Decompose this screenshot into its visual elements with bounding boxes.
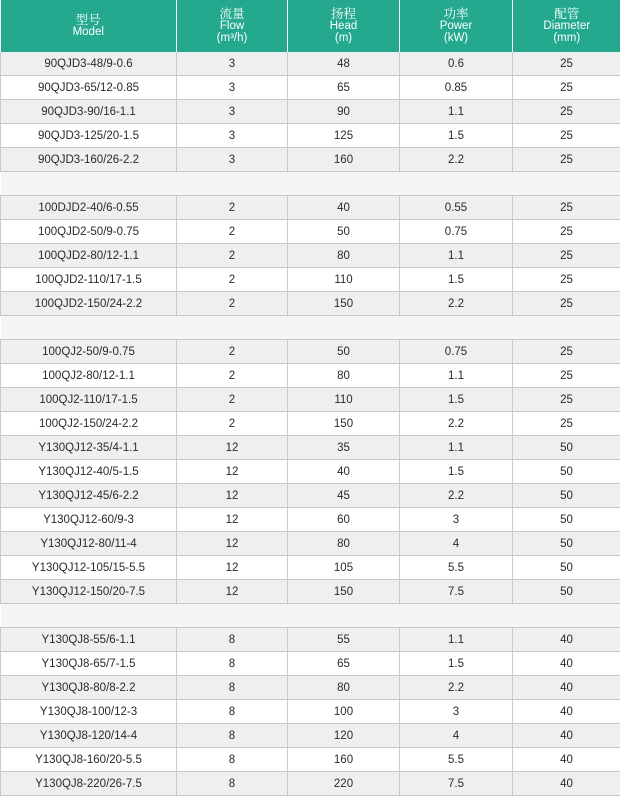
head-header-cn: 扬程 bbox=[288, 8, 399, 20]
flow-cell: 8 bbox=[177, 700, 288, 724]
table-row bbox=[1, 700, 620, 724]
flow-cell: 3 bbox=[177, 100, 288, 124]
flow-cell: 8 bbox=[177, 724, 288, 748]
head-cell: 50 bbox=[288, 220, 400, 244]
diameter-cell: 25 bbox=[513, 220, 620, 244]
diameter-cell: 40 bbox=[513, 676, 620, 700]
flow-cell: 12 bbox=[177, 556, 288, 580]
diameter-cell: 25 bbox=[513, 196, 620, 220]
head-cell: 125 bbox=[288, 124, 400, 148]
head-header-unit: (m) bbox=[288, 32, 399, 44]
table-row bbox=[1, 412, 620, 436]
flow-cell: 2 bbox=[177, 364, 288, 388]
model-cell: 100QJD2-80/12-1.1 bbox=[1, 244, 177, 268]
model-column-header bbox=[1, 0, 177, 52]
flow-cell: 12 bbox=[177, 508, 288, 532]
head-cell: 120 bbox=[288, 724, 400, 748]
head-cell: 55 bbox=[288, 628, 400, 652]
power-cell: 5.5 bbox=[400, 748, 513, 772]
flow-cell: 12 bbox=[177, 532, 288, 556]
power-cell: 7.5 bbox=[400, 772, 513, 796]
table-row bbox=[1, 676, 620, 700]
power-cell: 2.2 bbox=[400, 484, 513, 508]
diameter-cell: 25 bbox=[513, 52, 620, 76]
table-row bbox=[1, 244, 620, 268]
head-cell: 90 bbox=[288, 100, 400, 124]
head-cell: 40 bbox=[288, 460, 400, 484]
power-cell: 1.5 bbox=[400, 652, 513, 676]
power-cell: 1.1 bbox=[400, 436, 513, 460]
diameter-cell: 50 bbox=[513, 460, 620, 484]
diameter-cell: 25 bbox=[513, 100, 620, 124]
head-cell: 65 bbox=[288, 652, 400, 676]
head-cell: 40 bbox=[288, 196, 400, 220]
diameter-column-header bbox=[513, 0, 620, 52]
model-cell: Y130QJ8-120/14-4 bbox=[1, 724, 177, 748]
power-header-en: Power bbox=[400, 20, 512, 32]
power-cell: 3 bbox=[400, 508, 513, 532]
model-cell: 100QJ2-110/17-1.5 bbox=[1, 388, 177, 412]
head-cell: 35 bbox=[288, 436, 400, 460]
power-cell: 2.2 bbox=[400, 148, 513, 172]
power-cell: 1.1 bbox=[400, 244, 513, 268]
diameter-cell: 50 bbox=[513, 508, 620, 532]
diameter-cell: 50 bbox=[513, 532, 620, 556]
diameter-cell: 25 bbox=[513, 340, 620, 364]
diameter-cell: 50 bbox=[513, 556, 620, 580]
model-cell: 90QJD3-125/20-1.5 bbox=[1, 124, 177, 148]
table-row bbox=[1, 100, 620, 124]
power-cell: 2.2 bbox=[400, 676, 513, 700]
power-cell: 0.75 bbox=[400, 220, 513, 244]
table-row bbox=[1, 196, 620, 220]
power-cell: 3 bbox=[400, 700, 513, 724]
diameter-cell: 40 bbox=[513, 772, 620, 796]
head-cell: 110 bbox=[288, 388, 400, 412]
diameter-cell: 50 bbox=[513, 580, 620, 604]
diameter-cell: 25 bbox=[513, 268, 620, 292]
flow-cell: 8 bbox=[177, 628, 288, 652]
head-cell: 65 bbox=[288, 76, 400, 100]
power-cell: 4 bbox=[400, 724, 513, 748]
table-row bbox=[1, 772, 620, 796]
head-cell: 150 bbox=[288, 412, 400, 436]
model-cell: Y130QJ8-80/8-2.2 bbox=[1, 676, 177, 700]
flow-cell: 12 bbox=[177, 460, 288, 484]
flow-cell: 2 bbox=[177, 196, 288, 220]
diameter-header-cn: 配管 bbox=[513, 8, 620, 20]
flow-header-unit: (m³/h) bbox=[177, 32, 287, 44]
power-cell: 0.85 bbox=[400, 76, 513, 100]
head-cell: 48 bbox=[288, 52, 400, 76]
table-header-row bbox=[1, 0, 620, 52]
model-cell: Y130QJ8-160/20-5.5 bbox=[1, 748, 177, 772]
model-cell: 90QJD3-90/16-1.1 bbox=[1, 100, 177, 124]
head-cell: 160 bbox=[288, 148, 400, 172]
flow-cell: 3 bbox=[177, 76, 288, 100]
power-cell: 0.75 bbox=[400, 340, 513, 364]
flow-cell: 3 bbox=[177, 124, 288, 148]
head-cell: 80 bbox=[288, 532, 400, 556]
head-cell: 160 bbox=[288, 748, 400, 772]
diameter-cell: 40 bbox=[513, 628, 620, 652]
flow-cell: 2 bbox=[177, 340, 288, 364]
head-cell: 50 bbox=[288, 340, 400, 364]
diameter-cell: 50 bbox=[513, 484, 620, 508]
diameter-cell: 25 bbox=[513, 412, 620, 436]
model-cell: 100QJ2-150/24-2.2 bbox=[1, 412, 177, 436]
table-row bbox=[1, 76, 620, 100]
model-cell: Y130QJ8-100/12-3 bbox=[1, 700, 177, 724]
model-cell: Y130QJ8-65/7-1.5 bbox=[1, 652, 177, 676]
flow-cell: 8 bbox=[177, 748, 288, 772]
table-row bbox=[1, 436, 620, 460]
power-cell: 1.5 bbox=[400, 460, 513, 484]
power-cell: 7.5 bbox=[400, 580, 513, 604]
power-cell: 1.1 bbox=[400, 100, 513, 124]
diameter-cell: 40 bbox=[513, 748, 620, 772]
diameter-cell: 25 bbox=[513, 76, 620, 100]
diameter-header-en: Diameter bbox=[513, 20, 620, 32]
table-row bbox=[1, 460, 620, 484]
table-row bbox=[1, 340, 620, 364]
model-cell: 100QJD2-110/17-1.5 bbox=[1, 268, 177, 292]
flow-cell: 2 bbox=[177, 244, 288, 268]
head-cell: 60 bbox=[288, 508, 400, 532]
table-row bbox=[1, 724, 620, 748]
head-cell: 80 bbox=[288, 676, 400, 700]
head-cell: 100 bbox=[288, 700, 400, 724]
flow-cell: 8 bbox=[177, 772, 288, 796]
diameter-cell: 25 bbox=[513, 388, 620, 412]
table-row bbox=[1, 556, 620, 580]
diameter-cell: 25 bbox=[513, 148, 620, 172]
table-row bbox=[1, 388, 620, 412]
flow-cell: 2 bbox=[177, 268, 288, 292]
model-cell: Y130QJ12-80/11-4 bbox=[1, 532, 177, 556]
table-row bbox=[1, 532, 620, 556]
table-row bbox=[1, 292, 620, 316]
power-header-cn: 功率 bbox=[400, 8, 512, 20]
flow-cell: 12 bbox=[177, 580, 288, 604]
flow-cell: 2 bbox=[177, 292, 288, 316]
flow-cell: 12 bbox=[177, 436, 288, 460]
power-cell: 1.1 bbox=[400, 628, 513, 652]
power-cell: 1.1 bbox=[400, 364, 513, 388]
head-cell: 105 bbox=[288, 556, 400, 580]
diameter-cell: 25 bbox=[513, 124, 620, 148]
head-column-header bbox=[288, 0, 400, 52]
flow-cell: 2 bbox=[177, 220, 288, 244]
table-row bbox=[1, 124, 620, 148]
head-cell: 45 bbox=[288, 484, 400, 508]
power-cell: 2.2 bbox=[400, 292, 513, 316]
head-cell: 150 bbox=[288, 580, 400, 604]
model-cell: 100QJD2-150/24-2.2 bbox=[1, 292, 177, 316]
flow-cell: 12 bbox=[177, 484, 288, 508]
flow-cell: 8 bbox=[177, 676, 288, 700]
head-cell: 80 bbox=[288, 364, 400, 388]
head-header-en: Head bbox=[288, 20, 399, 32]
table-row bbox=[1, 508, 620, 532]
table-row bbox=[1, 748, 620, 772]
table-row bbox=[1, 364, 620, 388]
flow-cell: 2 bbox=[177, 412, 288, 436]
diameter-cell: 25 bbox=[513, 292, 620, 316]
model-cell: Y130QJ12-150/20-7.5 bbox=[1, 580, 177, 604]
model-cell: 90QJD3-65/12-0.85 bbox=[1, 76, 177, 100]
head-cell: 80 bbox=[288, 244, 400, 268]
model-cell: 100QJ2-50/9-0.75 bbox=[1, 340, 177, 364]
flow-cell: 3 bbox=[177, 148, 288, 172]
group-separator-cell bbox=[1, 172, 620, 196]
table-body bbox=[1, 52, 620, 796]
table-row bbox=[1, 484, 620, 508]
table-row bbox=[1, 580, 620, 604]
model-cell: 100QJ2-80/12-1.1 bbox=[1, 364, 177, 388]
power-cell: 1.5 bbox=[400, 124, 513, 148]
model-header-cn: 型号 bbox=[1, 14, 177, 26]
model-cell: 100DJD2-40/6-0.55 bbox=[1, 196, 177, 220]
diameter-header-unit: (mm) bbox=[513, 32, 620, 44]
model-cell: Y130QJ12-105/15-5.5 bbox=[1, 556, 177, 580]
power-cell: 0.55 bbox=[400, 196, 513, 220]
table-row bbox=[1, 652, 620, 676]
power-cell: 4 bbox=[400, 532, 513, 556]
flow-header-cn: 流量 bbox=[177, 8, 287, 20]
diameter-cell: 40 bbox=[513, 724, 620, 748]
power-cell: 0.6 bbox=[400, 52, 513, 76]
flow-cell: 8 bbox=[177, 652, 288, 676]
flow-header-en: Flow bbox=[177, 20, 287, 32]
table-row bbox=[1, 52, 620, 76]
model-cell: Y130QJ12-45/6-2.2 bbox=[1, 484, 177, 508]
model-cell: 100QJD2-50/9-0.75 bbox=[1, 220, 177, 244]
model-cell: Y130QJ8-220/26-7.5 bbox=[1, 772, 177, 796]
table-row bbox=[1, 220, 620, 244]
diameter-cell: 40 bbox=[513, 700, 620, 724]
group-separator-cell bbox=[1, 604, 620, 628]
table-row bbox=[1, 628, 620, 652]
model-header-en: Model bbox=[1, 26, 177, 38]
power-cell: 1.5 bbox=[400, 388, 513, 412]
table-row bbox=[1, 148, 620, 172]
group-separator-cell bbox=[1, 316, 620, 340]
model-cell: Y130QJ8-55/6-1.1 bbox=[1, 628, 177, 652]
flow-column-header bbox=[177, 0, 288, 52]
flow-cell: 2 bbox=[177, 388, 288, 412]
model-cell: 90QJD3-48/9-0.6 bbox=[1, 52, 177, 76]
flow-cell: 3 bbox=[177, 52, 288, 76]
head-cell: 150 bbox=[288, 292, 400, 316]
table-row bbox=[1, 268, 620, 292]
diameter-cell: 50 bbox=[513, 436, 620, 460]
diameter-cell: 25 bbox=[513, 244, 620, 268]
head-cell: 220 bbox=[288, 772, 400, 796]
power-column-header bbox=[400, 0, 513, 52]
model-cell: Y130QJ12-60/9-3 bbox=[1, 508, 177, 532]
group-separator-row bbox=[1, 604, 620, 628]
model-cell: Y130QJ12-35/4-1.1 bbox=[1, 436, 177, 460]
model-cell: 90QJD3-160/26-2.2 bbox=[1, 148, 177, 172]
group-separator-row bbox=[1, 172, 620, 196]
power-cell: 5.5 bbox=[400, 556, 513, 580]
diameter-cell: 40 bbox=[513, 652, 620, 676]
head-cell: 110 bbox=[288, 268, 400, 292]
group-separator-row bbox=[1, 316, 620, 340]
model-cell: Y130QJ12-40/5-1.5 bbox=[1, 460, 177, 484]
power-cell: 1.5 bbox=[400, 268, 513, 292]
power-header-unit: (kW) bbox=[400, 32, 512, 44]
power-cell: 2.2 bbox=[400, 412, 513, 436]
diameter-cell: 25 bbox=[513, 364, 620, 388]
